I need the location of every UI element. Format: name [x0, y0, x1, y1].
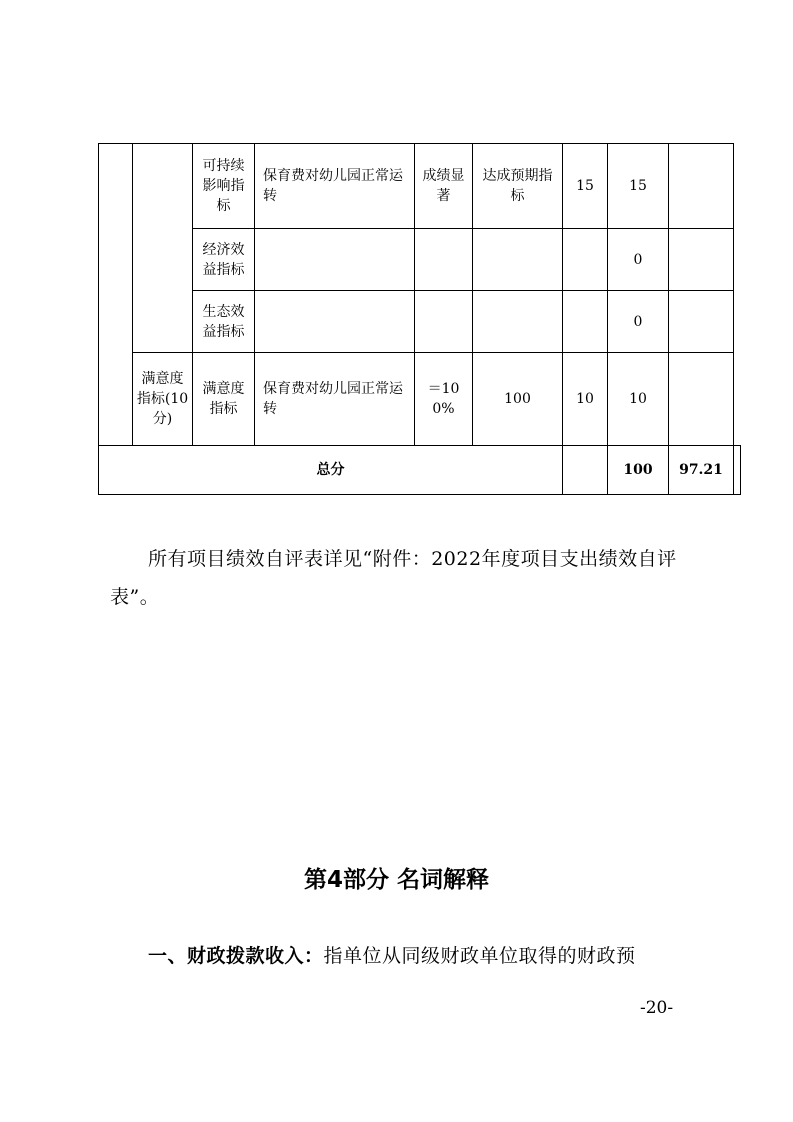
- total-row: [99, 446, 741, 495]
- total-actual: [563, 446, 608, 495]
- indicator-cell: [255, 229, 415, 291]
- actual-cell: [473, 291, 563, 353]
- total-weight: 100: [608, 446, 669, 495]
- level3-cell: 生态效益指标: [193, 291, 255, 353]
- target-cell: 成绩显著: [415, 144, 473, 229]
- weight-cell: [563, 291, 608, 353]
- actual-cell: 100: [473, 353, 563, 446]
- target-cell: [415, 229, 473, 291]
- remark-cell: [669, 144, 734, 229]
- score-cell: 0: [608, 229, 669, 291]
- level3-cell: 可持续影响指标: [193, 144, 255, 229]
- actual-cell: [473, 229, 563, 291]
- level2-cell: 满意度指标(10分): [133, 353, 193, 446]
- definition-paragraph: [148, 937, 748, 975]
- table-row: [99, 291, 741, 353]
- total-score: 97.21: [669, 446, 734, 495]
- performance-table: [98, 143, 741, 495]
- total-label: 总分: [99, 446, 563, 495]
- section-title: 第4部分 名词解释: [303, 867, 489, 893]
- score-cell: 10: [608, 353, 669, 446]
- definition-text: 指单位从同级财政单位取得的财政预: [323, 945, 636, 967]
- level3-cell: 经济效益指标: [193, 229, 255, 291]
- indicator-cell: [255, 291, 415, 353]
- remark-cell: [669, 229, 734, 291]
- actual-cell: 达成预期指标: [473, 144, 563, 229]
- table-row: [99, 353, 741, 446]
- page-number: -20-: [640, 998, 674, 1018]
- level2-cell: [133, 144, 193, 353]
- remark-cell: [669, 353, 734, 446]
- weight-cell: 15: [563, 144, 608, 229]
- weight-cell: 10: [563, 353, 608, 446]
- target-cell: ＝100%: [415, 353, 473, 446]
- definition-term: 一、财政拨款收入：: [148, 945, 324, 967]
- level3-cell: 满意度指标: [193, 353, 255, 446]
- target-cell: [415, 291, 473, 353]
- weight-cell: [563, 229, 608, 291]
- level1-cell: [99, 144, 133, 446]
- attachment-paragraph: 所有项目绩效自评表详见“附件：2022年度项目支出绩效自评表”。: [110, 548, 677, 608]
- indicator-cell: 保育费对幼儿园正常运转: [255, 144, 415, 229]
- remark-cell: [669, 291, 734, 353]
- table-row: [99, 229, 741, 291]
- score-cell: 0: [608, 291, 669, 353]
- indicator-cell: 保育费对幼儿园正常运转: [255, 353, 415, 446]
- total-remark: [734, 446, 741, 495]
- table-row: [99, 144, 741, 229]
- score-cell: 15: [608, 144, 669, 229]
